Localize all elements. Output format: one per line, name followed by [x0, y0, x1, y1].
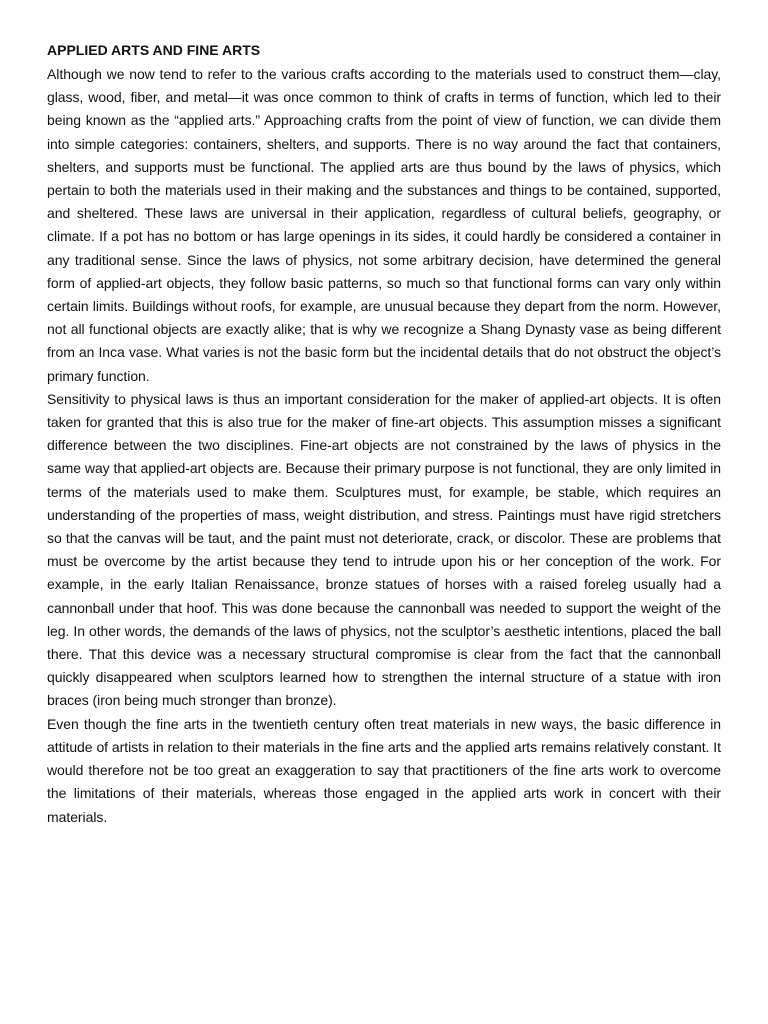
document-title: APPLIED ARTS AND FINE ARTS [47, 42, 261, 58]
paragraph-1: Although we now tend to refer to the various crafts according to the materials used to construct them—clay, glass, wood, fiber, and metal—it was once common to think of crafts in terms of function, which led to their being known as the “applied arts.” Approaching crafts from the point of view of function, we can divide them into simple categories: containers, shelters, and supports. There is no way around the fact that containers, shelters, and supports must be functional. The applied arts are thus bound by the laws of physics, which pertain to both the materials used in their making and the substances and things to be contained, supported, and sheltered. These laws are universal in their application, regardless of cultural beliefs, geography, or climate. If a pot has no bottom or has large openings in its sides, it could hardly be considered a container in any traditional sense. Since the laws of physics, not some arbitrary decision, have determined the general form of applied-art objects, they follow basic patterns, so much so that functional forms can vary only within certain limits. Buildings without roofs, for example, are unusual because they depart from the norm. However, not all functional objects are exactly alike; that is why we recognize a Shang Dynasty vase as being different from an Inca vase. What varies is not the basic form but the incidental details that do not obstruct the object’s primary function. [47, 66, 721, 384]
paragraph-2: Sensitivity to physical laws is thus an important consideration for the maker of applied-art objects. It is often taken for granted that this is also true for the maker of fine-art objects. This assumption misses a significant difference between the two disciplines. Fine-art objects are not constrained by the laws of physics in the same way that applied-art objects are. Because their primary purpose is not functional, they are only limited in terms of the materials used to make them. Sculptures must, for example, be stable, which requires an understanding of the properties of mass, weight distribution, and stress. Paintings must have rigid stretchers so that the canvas will be taut, and the paint must not deteriorate, crack, or discolor. These are problems that must be overcome by the artist because they tend to intrude upon his or her conception of the work. For example, in the early Italian Renaissance, bronze statues of horses with a raised foreleg usually had a cannonball under that hoof. This was done because the cannonball was needed to support the weight of the leg. In other words, the demands of the laws of physics, not the sculptor’s aesthetic intentions, placed the ball there. That this device was a necessary structural compromise is clear from the fact that the cannonball quickly disappeared when sculptors learned how to strengthen the internal structure of a statue with iron braces (iron being much stronger than bronze). [47, 390, 721, 709]
document-page [47, 40, 721, 829]
paragraph-3: Even though the fine arts in the twentieth century often treat materials in new ways, the basic difference in attitude of artists in relation to their materials in the fine arts and the applied arts remains relatively constant. It would therefore not be too great an exaggeration to say that practitioners of the fine arts work to overcome the limitations of their materials, whereas those engaged in the applied arts work in concert with their materials. [47, 715, 721, 825]
